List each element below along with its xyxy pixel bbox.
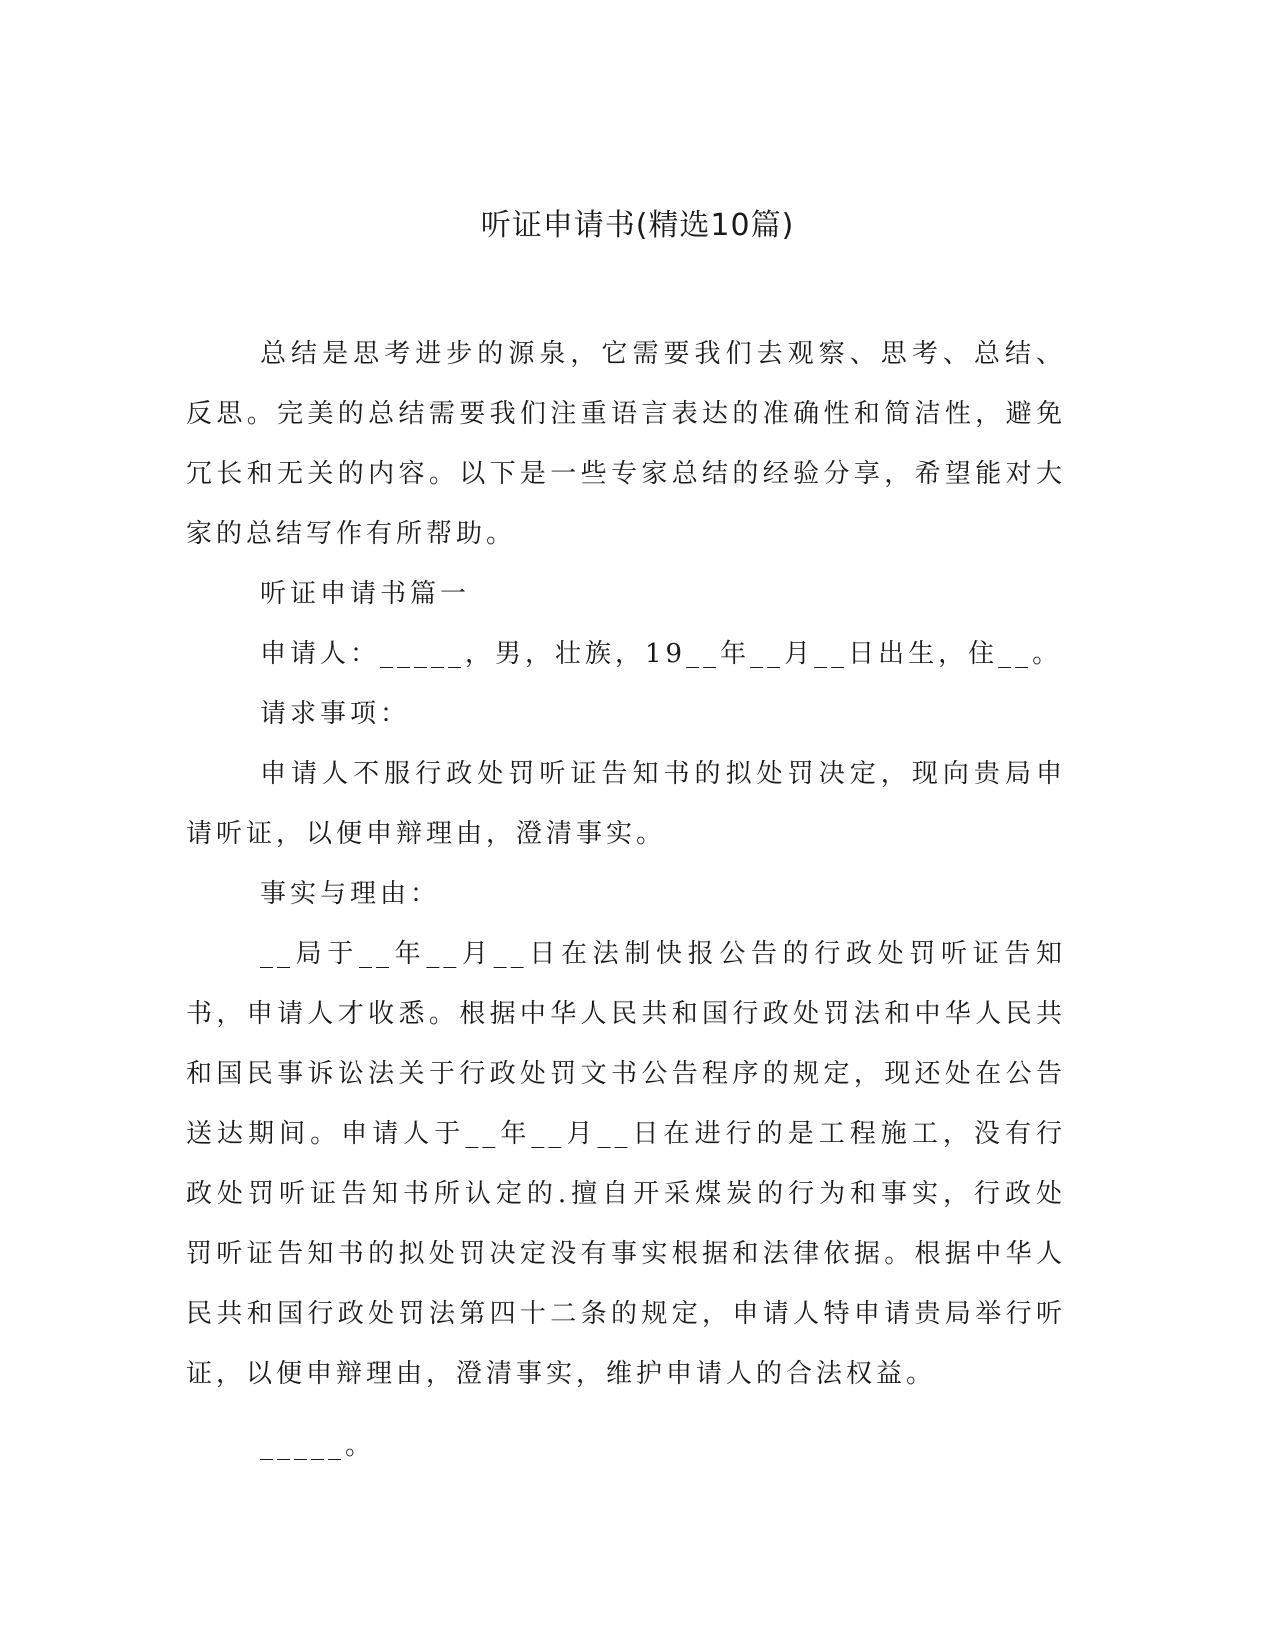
facts-heading: 事实与理由： bbox=[260, 879, 441, 909]
request-heading: 请求事项： bbox=[260, 699, 411, 729]
request-paragraph: 申请人不服行政处罚听证告知书的拟处罚决定，现向贵局申请听证，以便申辩理由，澄清事实。 bbox=[186, 759, 1066, 849]
document-title: 听证申请书(精选10篇) bbox=[480, 208, 795, 243]
facts-paragraph: __局于__年__月__日在法制快报公告的行政处罚听证告知书，申请人才收悉。根据中华人民共和国行政处罚法和中华人民共和国民事诉讼法关于行政处罚文书公告程序的规定，现还处在公告送达期间。申请人于__年__月__日在进行的是工程施工，没有行政处罚听证告知书所认定的.擅自开采煤炭的行为和事实，行政处罚听证告知书的拟处罚决定没有事实根据和法律依据。根据中华人民共和国行政处罚法第四十二条的规定，申请人特申请贵局举行听证，以便申辩理由，澄清事实，维护申请人的合法权益。 bbox=[186, 939, 1066, 1389]
intro-paragraph: 总结是思考进步的源泉，它需要我们去观察、思考、总结、反思。完美的总结需要我们注重语言表达的准确性和简洁性，避免冗长和无关的内容。以下是一些专家总结的经验分享，希望能对大家的总结写作有所帮助。 bbox=[186, 339, 1066, 549]
document-body bbox=[186, 324, 1066, 1476]
signature-blank: _____。 bbox=[260, 1431, 376, 1461]
applicant-info: 申请人：_____，男，壮族，19__年__月__日出生，住__。 bbox=[260, 639, 1063, 669]
section-heading-part-one: 听证申请书篇一 bbox=[260, 579, 471, 609]
